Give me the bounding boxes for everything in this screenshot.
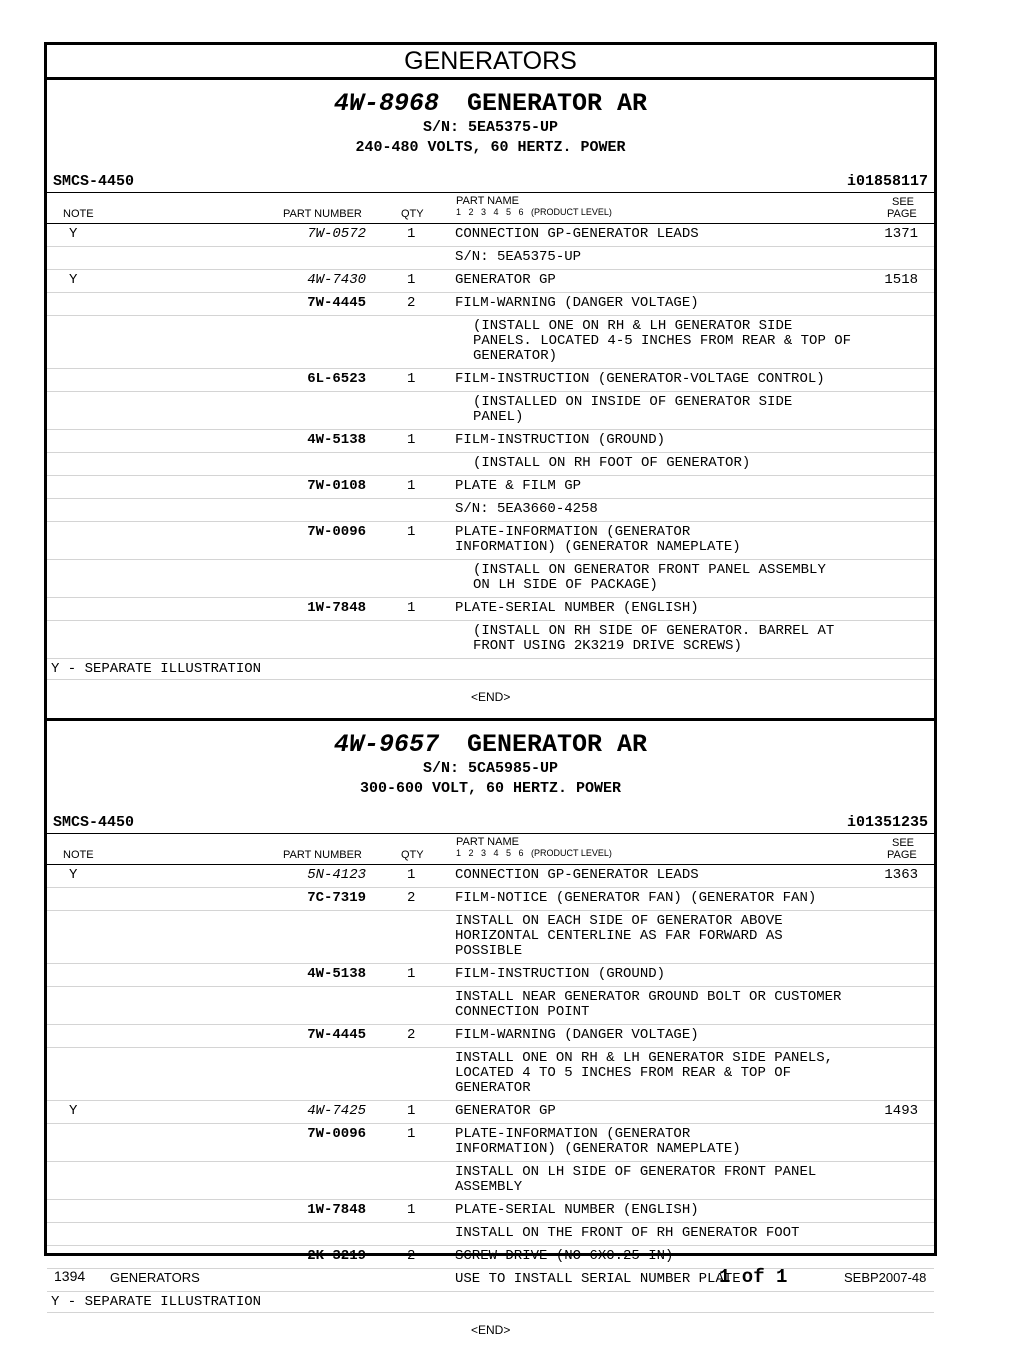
row-part-name: GENERATOR GP bbox=[455, 1103, 556, 1119]
table-row bbox=[47, 911, 934, 964]
row-part-name: PLATE-INFORMATION (GENERATOR INFORMATION) (GENERATOR NAMEPLATE) bbox=[455, 1126, 741, 1157]
section-meta bbox=[47, 811, 934, 834]
row-part-number: 5N-4123 bbox=[307, 867, 366, 883]
row-part-name: (INSTALL ON RH FOOT OF GENERATOR) bbox=[473, 455, 751, 471]
row-part-name: FILM-WARNING (DANGER VOLTAGE) bbox=[455, 295, 699, 311]
col-part-name: PART NAME bbox=[456, 195, 519, 207]
table-row bbox=[47, 1223, 934, 1246]
row-qty: 1 bbox=[407, 966, 416, 982]
table-row bbox=[47, 1200, 934, 1223]
row-part-name: (INSTALL ON RH SIDE OF GENERATOR. BARREL AT FRONT USING 2K3219 DRIVE SCREWS) bbox=[473, 623, 835, 654]
row-part-name: INSTALL ON EACH SIDE OF GENERATOR ABOVE HORIZONTAL CENTERLINE AS FAR FORWARD AS POSSIBLE bbox=[455, 913, 783, 959]
sections-container bbox=[47, 90, 934, 1351]
row-part-name: S/N: 5EA3660-4258 bbox=[455, 501, 598, 517]
table-row bbox=[47, 1162, 934, 1200]
row-qty: 1 bbox=[407, 1126, 416, 1142]
row-part-name: FILM-WARNING (DANGER VOLTAGE) bbox=[455, 1027, 699, 1043]
page-header: GENERATORS bbox=[47, 45, 934, 80]
col-levels: 1 2 3 4 5 6 (PRODUCT LEVEL) bbox=[456, 207, 612, 217]
row-note: Y bbox=[69, 226, 78, 242]
row-qty: 1 bbox=[407, 524, 416, 540]
row-part-number: 7W-0108 bbox=[307, 478, 366, 494]
section-description: 300-600 VOLT, 60 HERTZ. POWER bbox=[359, 780, 622, 797]
row-qty: 1 bbox=[407, 371, 416, 387]
table-row bbox=[47, 560, 934, 598]
footer-page-of: 1 of 1 bbox=[719, 1266, 788, 1288]
table-row bbox=[47, 621, 934, 659]
row-qty: 1 bbox=[407, 867, 416, 883]
page-footer bbox=[0, 1268, 1020, 1288]
section-meta bbox=[47, 170, 934, 193]
row-part-name: PLATE-INFORMATION (GENERATOR INFORMATION) (GENERATOR NAMEPLATE) bbox=[455, 524, 741, 555]
row-part-name: INSTALL ONE ON RH & LH GENERATOR SIDE PANELS, LOCATED 4 TO 5 INCHES FROM REAR & TOP OF GENERATOR bbox=[455, 1050, 834, 1096]
row-qty: 1 bbox=[407, 600, 416, 616]
row-part-name: (INSTALL ON GENERATOR FRONT PANEL ASSEMBLY ON LH SIDE OF PACKAGE) bbox=[473, 562, 826, 593]
section-serial: S/N: 5EA5375-UP bbox=[422, 119, 559, 136]
table-row bbox=[47, 369, 934, 392]
section-description: 240-480 VOLTS, 60 HERTZ. POWER bbox=[355, 139, 626, 156]
table-row bbox=[47, 964, 934, 987]
row-see-page: 1518 bbox=[884, 272, 918, 288]
col-qty: QTY bbox=[401, 208, 424, 220]
footer-section-name: GENERATORS bbox=[110, 1270, 200, 1285]
col-see: SEE bbox=[892, 196, 915, 208]
row-part-number: 4W-7430 bbox=[307, 272, 366, 288]
row-part-name: PLATE & FILM GP bbox=[455, 478, 582, 494]
row-qty: 1 bbox=[407, 432, 416, 448]
row-qty: 1 bbox=[407, 478, 416, 494]
row-part-name: (INSTALL ONE ON RH & LH GENERATOR SIDE PANELS. LOCATED 4-5 INCHES FROM REAR & TOP OF GENERATOR) bbox=[473, 318, 852, 364]
table-row bbox=[47, 1025, 934, 1048]
col-part-name: PART NAME bbox=[456, 836, 519, 848]
section-title-text: GENERATOR AR bbox=[467, 89, 648, 118]
footer-page-number: 1394 bbox=[54, 1268, 86, 1284]
col-page: PAGE bbox=[887, 849, 917, 861]
row-part-number: 6L-6523 bbox=[307, 371, 366, 387]
table-row bbox=[47, 392, 934, 430]
col-qty: QTY bbox=[401, 849, 424, 861]
row-note: Y bbox=[69, 1103, 78, 1119]
row-part-name: CONNECTION GP-GENERATOR LEADS bbox=[455, 867, 699, 883]
row-note: Y bbox=[69, 867, 78, 883]
row-qty: 2 bbox=[407, 295, 416, 311]
footnote-text: Y - SEPARATE ILLUSTRATION bbox=[51, 1294, 262, 1310]
parts-section bbox=[47, 90, 934, 718]
row-note: Y bbox=[69, 272, 78, 288]
table-row bbox=[47, 270, 934, 293]
table-row bbox=[47, 293, 934, 316]
table-row bbox=[47, 598, 934, 621]
row-part-name: PLATE-SERIAL NUMBER (ENGLISH) bbox=[455, 1202, 699, 1218]
row-part-number: 7W-4445 bbox=[307, 295, 366, 311]
table-row bbox=[47, 865, 934, 888]
row-qty: 1 bbox=[407, 226, 416, 242]
col-page: PAGE bbox=[887, 208, 917, 220]
row-part-number: 7W-0096 bbox=[307, 524, 366, 540]
table-row bbox=[47, 499, 934, 522]
col-part-number: PART NUMBER bbox=[283, 208, 362, 220]
row-part-name: FILM-NOTICE (GENERATOR FAN) (GENERATOR FAN) bbox=[455, 890, 817, 906]
row-qty: 1 bbox=[407, 1103, 416, 1119]
col-note: NOTE bbox=[63, 849, 94, 861]
row-part-name: FILM-INSTRUCTION (GENERATOR-VOLTAGE CONTROL) bbox=[455, 371, 825, 387]
column-headers bbox=[47, 193, 934, 224]
row-part-name: INSTALL ON THE FRONT OF RH GENERATOR FOOT bbox=[455, 1225, 800, 1241]
row-qty: 2 bbox=[407, 1248, 416, 1264]
row-part-name: INSTALL ON LH SIDE OF GENERATOR FRONT PANEL ASSEMBLY bbox=[455, 1164, 817, 1195]
illustration-id: i01351235 bbox=[846, 814, 928, 831]
table-row bbox=[47, 888, 934, 911]
row-part-name: INSTALL NEAR GENERATOR GROUND BOLT OR CUSTOMER CONNECTION POINT bbox=[455, 989, 842, 1020]
section-title bbox=[47, 90, 934, 118]
col-levels: 1 2 3 4 5 6 (PRODUCT LEVEL) bbox=[456, 848, 612, 858]
parts-section bbox=[47, 718, 934, 1351]
row-part-number: 1W-7848 bbox=[307, 600, 366, 616]
table-row bbox=[47, 1101, 934, 1124]
table-row bbox=[47, 224, 934, 247]
table-row bbox=[47, 430, 934, 453]
row-see-page: 1371 bbox=[884, 226, 918, 242]
table-row bbox=[47, 476, 934, 499]
section-part-number: 4W-8968 bbox=[333, 89, 439, 118]
section-title-text: GENERATOR AR bbox=[467, 730, 648, 759]
table-row bbox=[47, 522, 934, 560]
row-part-name: PLATE-SERIAL NUMBER (ENGLISH) bbox=[455, 600, 699, 616]
section-part-number: 4W-9657 bbox=[333, 730, 439, 759]
col-note: NOTE bbox=[63, 208, 94, 220]
row-qty: 1 bbox=[407, 1202, 416, 1218]
table-row bbox=[47, 316, 934, 369]
row-part-name: FILM-INSTRUCTION (GROUND) bbox=[455, 432, 666, 448]
row-part-name: FILM-INSTRUCTION (GROUND) bbox=[455, 966, 666, 982]
table-row bbox=[47, 987, 934, 1025]
col-part-number: PART NUMBER bbox=[283, 849, 362, 861]
footer-doc-id: SEBP2007-48 bbox=[844, 1270, 927, 1285]
row-part-name: USE TO INSTALL SERIAL NUMBER PLATE bbox=[455, 1271, 741, 1287]
smcs-code: SMCS-4450 bbox=[53, 173, 135, 190]
row-part-number: 1W-7848 bbox=[307, 1202, 366, 1218]
section-title bbox=[47, 731, 934, 759]
end-text: <END> bbox=[471, 690, 511, 704]
row-part-name: (INSTALLED ON INSIDE OF GENERATOR SIDE PANEL) bbox=[473, 394, 793, 425]
smcs-code: SMCS-4450 bbox=[53, 814, 135, 831]
end-marker bbox=[47, 1313, 934, 1351]
footnote bbox=[47, 659, 934, 680]
row-see-page: 1363 bbox=[884, 867, 918, 883]
row-qty: 2 bbox=[407, 890, 416, 906]
footnote bbox=[47, 1292, 934, 1313]
column-headers bbox=[47, 834, 934, 865]
row-part-name: S/N: 5EA5375-UP bbox=[455, 249, 582, 265]
row-part-name: CONNECTION GP-GENERATOR LEADS bbox=[455, 226, 699, 242]
end-text: <END> bbox=[471, 1323, 511, 1337]
row-part-number: 7W-4445 bbox=[307, 1027, 366, 1043]
row-part-number: 4W-5138 bbox=[307, 966, 366, 982]
footnote-text: Y - SEPARATE ILLUSTRATION bbox=[51, 661, 262, 677]
row-part-number: 7W-0096 bbox=[307, 1126, 366, 1142]
table-row bbox=[47, 247, 934, 270]
row-part-number: 4W-7425 bbox=[307, 1103, 366, 1119]
row-part-number: 4W-5138 bbox=[307, 432, 366, 448]
section-divider bbox=[47, 718, 934, 721]
end-marker bbox=[47, 680, 934, 718]
table-row bbox=[47, 1048, 934, 1101]
table-row bbox=[47, 1124, 934, 1162]
row-part-number: 2K-3219 bbox=[307, 1248, 366, 1264]
row-qty: 2 bbox=[407, 1027, 416, 1043]
table-row bbox=[47, 1246, 934, 1269]
illustration-id: i01858117 bbox=[846, 173, 928, 190]
row-qty: 1 bbox=[407, 272, 416, 288]
row-part-number: 7C-7319 bbox=[307, 890, 366, 906]
row-part-number: 7W-0572 bbox=[307, 226, 366, 242]
col-see: SEE bbox=[892, 837, 915, 849]
row-part-name: GENERATOR GP bbox=[455, 272, 556, 288]
row-see-page: 1493 bbox=[884, 1103, 918, 1119]
table-row bbox=[47, 453, 934, 476]
section-serial: S/N: 5CA5985-UP bbox=[422, 760, 559, 777]
row-part-name: SCREW-DRIVE (NO 6X0.25-IN) bbox=[455, 1248, 674, 1264]
